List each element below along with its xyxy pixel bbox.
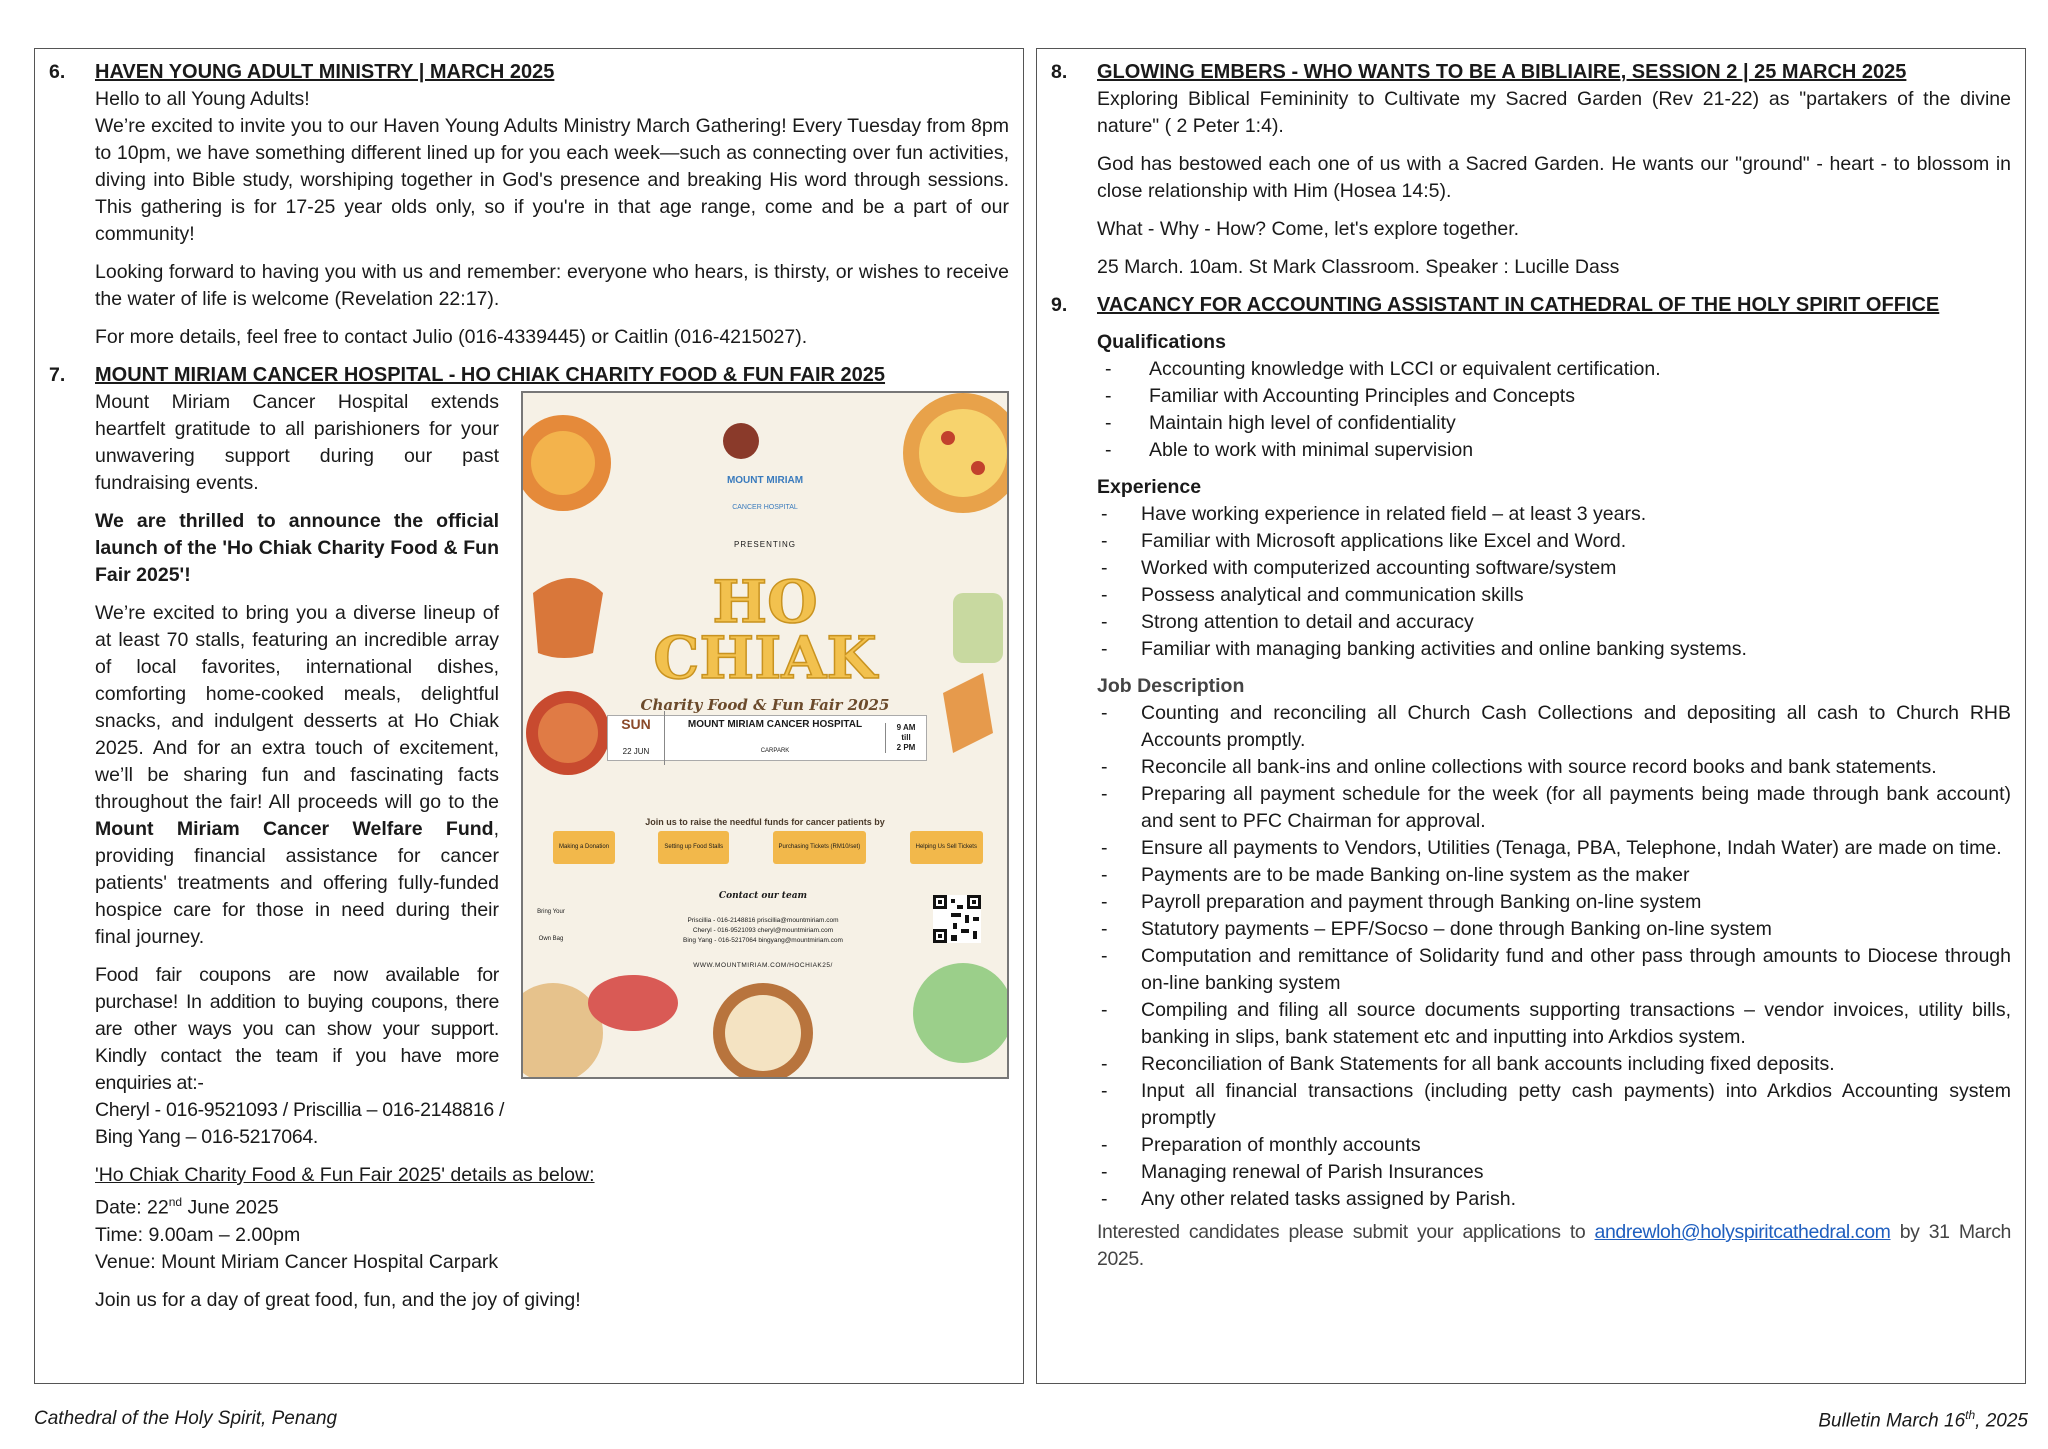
section-number: 7.: [49, 364, 66, 386]
list-item: - Statutory payments – EPF/Socso – done through Banking on-line system: [1097, 916, 2011, 943]
poster-ways: [553, 831, 983, 864]
paragraph: Looking forward to having you with us and remember: everyone who hears, is thirsty, or wishes to receive the water of life is welcome (Revelation 22:17).: [95, 261, 1009, 310]
section-7: [49, 362, 1009, 1314]
list-item: - Input all financial transactions (including petty cash payments) into Arkdios Accounting system promptly: [1097, 1078, 2011, 1132]
poster-way: Helping Us Sell Tickets: [910, 831, 983, 864]
application-note: [1097, 1219, 2011, 1273]
paragraph: We’re excited to invite you to our Haven Young Adults Ministry March Gathering! Every Tuesday from 8pm to 10pm, we have something different lined up for you each week—such as connecting over fun activities, diving into Bible study, worshiping together in God's presence and breaking His word through sessions. This gathering is for 17-25 year olds only, so if you're in that age range, come and be a part of our community!: [95, 115, 1009, 245]
list-item: - Preparation of monthly accounts: [1097, 1132, 2011, 1159]
poster-url: WWW.MOUNTMIRIAM.COM/HOCHIAK25/: [693, 962, 833, 969]
experience-list: [1097, 501, 2011, 663]
contact-line: Cheryl - 016-9521093 / Priscillia – 016-2148816 /: [95, 1099, 505, 1121]
job-description-list: [1097, 700, 2011, 1213]
list-item: - Computation and remittance of Solidarity fund and other pass through amounts to Diocese through on-line banking system: [1097, 943, 2011, 997]
poster-time-end: 2 PM: [896, 743, 916, 752]
contact-line: Bing Yang – 016-5217064.: [95, 1126, 319, 1148]
list-item: - Accounting knowledge with LCCI or equivalent certification.: [1097, 356, 2011, 383]
poster-contact-line: Bing Yang - 016-5217064 bingyang@mountmiriam.com: [683, 937, 843, 944]
footer-date-superscript: th: [1965, 1408, 1976, 1422]
qualifications-heading: Qualifications: [1097, 331, 1226, 353]
poster-join: Join us to raise the needful funds for cancer patients by: [645, 817, 885, 827]
poster-way: Purchasing Tickets (RM10/set): [773, 831, 867, 864]
experience-heading: Experience: [1097, 476, 1202, 498]
announcement: We are thrilled to announce the official launch of the 'Ho Chiak Charity Food & Fun Fair 2025'!: [95, 510, 499, 586]
section-heading: VACANCY FOR ACCOUNTING ASSISTANT IN CATHEDRAL OF THE HOLY SPIRIT OFFICE: [1097, 294, 1940, 316]
list-item: - Reconciliation of Bank Statements for all bank accounts including fixed deposits.: [1097, 1051, 2011, 1078]
list-item: - Reconcile all bank-ins and online collections with source record books and bank statements.: [1097, 754, 2011, 781]
list-item: - Any other related tasks assigned by Parish.: [1097, 1186, 2011, 1213]
list-item: - Managing renewal of Parish Insurances: [1097, 1159, 2011, 1186]
footer-right: [1818, 1408, 2028, 1432]
poster-contact-line: Cheryl - 016-9521093 cheryl@mountmiriam.com: [692, 927, 834, 934]
section-heading: GLOWING EMBERS - WHO WANTS TO BE A BIBLIAIRE, SESSION 2 | 25 MARCH 2025: [1097, 61, 1907, 83]
text-run: We’re excited to bring you a diverse lineup of at least 70 stalls, featuring an incredible array of local favorites, international dishes, comforting home-cooked meals, delightful snacks, and indulgent desserts at Ho Chiak 2025. And for an extra touch of excitement, we’ll be sharing fun and fascinating facts throughout the fair! All proceeds will go to the: [95, 602, 499, 813]
list-item: - Able to work with minimal supervision: [1097, 437, 2011, 464]
paragraph: God has bestowed each one of us with a Sacred Garden. He wants our "ground" - heart - to blossom in close relationship with Him (Hosea 14:5).: [1097, 153, 2011, 202]
section-8: [1051, 59, 2011, 281]
poster-time-start: 9 AM: [896, 723, 916, 732]
qualifications-list: [1097, 356, 2011, 464]
list-item: - Have working experience in related field – at least 3 years.: [1097, 501, 2011, 528]
poster-date: 22 JUN: [622, 747, 650, 756]
section-number: 9.: [1051, 294, 1068, 316]
qr-code-icon: [933, 895, 981, 943]
list-item: - Worked with computerized accounting software/system: [1097, 555, 2011, 582]
job-description-heading: Job Description: [1097, 675, 1245, 697]
poster-venue-sub: CARPARK: [760, 748, 790, 754]
date-prefix: Date: 22: [95, 1196, 169, 1219]
section-heading: HAVEN YOUNG ADULT MINISTRY | MARCH 2025: [95, 61, 555, 83]
greeting: Hello to all Young Adults!: [95, 88, 310, 110]
ho-chiak-poster: [521, 391, 1009, 1079]
apply-prefix: Interested candidates please submit your applications to: [1097, 1221, 1595, 1243]
poster-title-line1: HO: [712, 568, 818, 636]
poster-venue: MOUNT MIRIAM CANCER HOSPITAL: [687, 719, 863, 730]
poster-org: MOUNT MIRIAM: [726, 475, 804, 486]
sushi-illustration: [588, 975, 678, 1031]
footer-left: Cathedral of the Holy Spirit, Penang: [34, 1408, 338, 1429]
event-venue: Venue: Mount Miriam Cancer Hospital Carpark: [95, 1250, 499, 1273]
apply-suffix: by 31 March 2025.: [1097, 1221, 2011, 1270]
poster-way: Making a Donation: [553, 831, 615, 864]
list-item: - Possess analytical and communication skills: [1097, 582, 2011, 609]
list-item: - Ensure all payments to Vendors, Utilities (Tenaga, PBA, Telephone, Indah Water) are made on time.: [1097, 835, 2011, 862]
list-item: - Strong attention to detail and accuracy: [1097, 609, 2011, 636]
text-run: , providing financial assistance for cancer patients' treatments and offering fully-funded hospice care for those in need during their final journey.: [95, 818, 499, 948]
fund-name: Mount Miriam Cancer Welfare Fund: [95, 818, 494, 840]
details-heading: 'Ho Chiak Charity Food & Fun Fair 2025' details as below:: [95, 1164, 595, 1186]
right-column: [1036, 48, 2026, 1384]
paragraph: Food fair coupons are now available for purchase! In addition to buying coupons, there are other ways you can show your support. Kindly contact the team if you have more enquiries at:-: [95, 964, 499, 1094]
list-item: - Preparing all payment schedule for the week (for all payments being made through bank account) and sent to PFC Chairman for approval.: [1097, 781, 2011, 835]
event-date: [95, 1189, 1009, 1222]
footer-date-suffix: , 2025: [1975, 1410, 2028, 1432]
poster-date-banner: [607, 715, 927, 761]
section-heading: MOUNT MIRIAM CANCER HOSPITAL - HO CHIAK CHARITY FOOD & FUN FAIR 2025: [95, 364, 886, 386]
footer-date-prefix: Bulletin March 16: [1818, 1410, 1966, 1432]
paragraph: What - Why - How? Come, let's explore together.: [1097, 218, 1520, 240]
left-column: [34, 48, 1024, 1384]
date-superscript: nd: [168, 1195, 183, 1209]
poster-time-till: till: [901, 733, 911, 742]
closing-line: Join us for a day of great food, fun, and the joy of giving!: [95, 1288, 581, 1311]
paragraph: Mount Miriam Cancer Hospital extends heartfelt gratitude to all parishioners for your unwavering support during our past fundraising events.: [95, 391, 499, 494]
poster-presenting: PRESENTING: [733, 540, 796, 549]
event-time: Time: 9.00am – 2.00pm: [95, 1223, 301, 1246]
list-item: - Counting and reconciling all Church Cash Collections and depositing all cash to Church RHB Accounts promptly.: [1097, 700, 2011, 754]
list-item: - Familiar with Microsoft applications like Excel and Word.: [1097, 528, 2011, 555]
poster-title-line2: CHIAK: [653, 624, 877, 692]
list-item: - Payroll preparation and payment through Banking on-line system: [1097, 889, 2011, 916]
paragraph: Exploring Biblical Femininity to Cultivate my Sacred Garden (Rev 21-22) as "partakers of the divine nature" ( 2 Peter 1:4).: [1097, 88, 2011, 137]
section-number: 6.: [49, 61, 66, 83]
poster-day: SUN: [621, 716, 651, 732]
poster-contact-title: Contact our team: [718, 891, 808, 901]
list-item: - Maintain high level of confidentiality: [1097, 410, 2011, 437]
list-item: - Familiar with managing banking activities and online banking systems.: [1097, 636, 2011, 663]
section-number: 8.: [1051, 61, 1068, 83]
list-item: - Familiar with Accounting Principles and Concepts: [1097, 383, 2011, 410]
apply-email-link[interactable]: andrewloh@holyspiritcathedral.com: [1594, 1221, 1891, 1243]
section-6: [49, 59, 1009, 351]
list-item: - Compiling and filing all source documents supporting transactions – vendor invoices, utility bills, banking in slips, bank statement etc and inputting into Arkdios system.: [1097, 997, 2011, 1051]
poster-text-block: [523, 467, 1007, 749]
mount-miriam-logo: [723, 423, 759, 459]
section-9: [1051, 292, 2011, 1273]
poster-org-sub: CANCER HOSPITAL: [732, 504, 798, 511]
list-item: - Payments are to be made Banking on-line system as the maker: [1097, 862, 2011, 889]
poster-contact-line: Priscillia - 016-2148816 priscillia@mountmiriam.com: [687, 917, 839, 924]
contact-paragraph: For more details, feel free to contact Julio (016-4339445) or Caitlin (016-4215027).: [95, 326, 808, 348]
event-details: 25 March. 10am. St Mark Classroom. Speaker : Lucille Dass: [1097, 256, 1620, 278]
poster-bag-note: Bring Your Own Bag: [537, 909, 565, 942]
poster-subtitle: Charity Food & Fun Fair 2025: [640, 696, 890, 714]
date-suffix: June 2025: [182, 1196, 279, 1219]
poster-contact-block: [623, 883, 903, 979]
poster-way: Setting up Food Stalls: [658, 831, 729, 864]
